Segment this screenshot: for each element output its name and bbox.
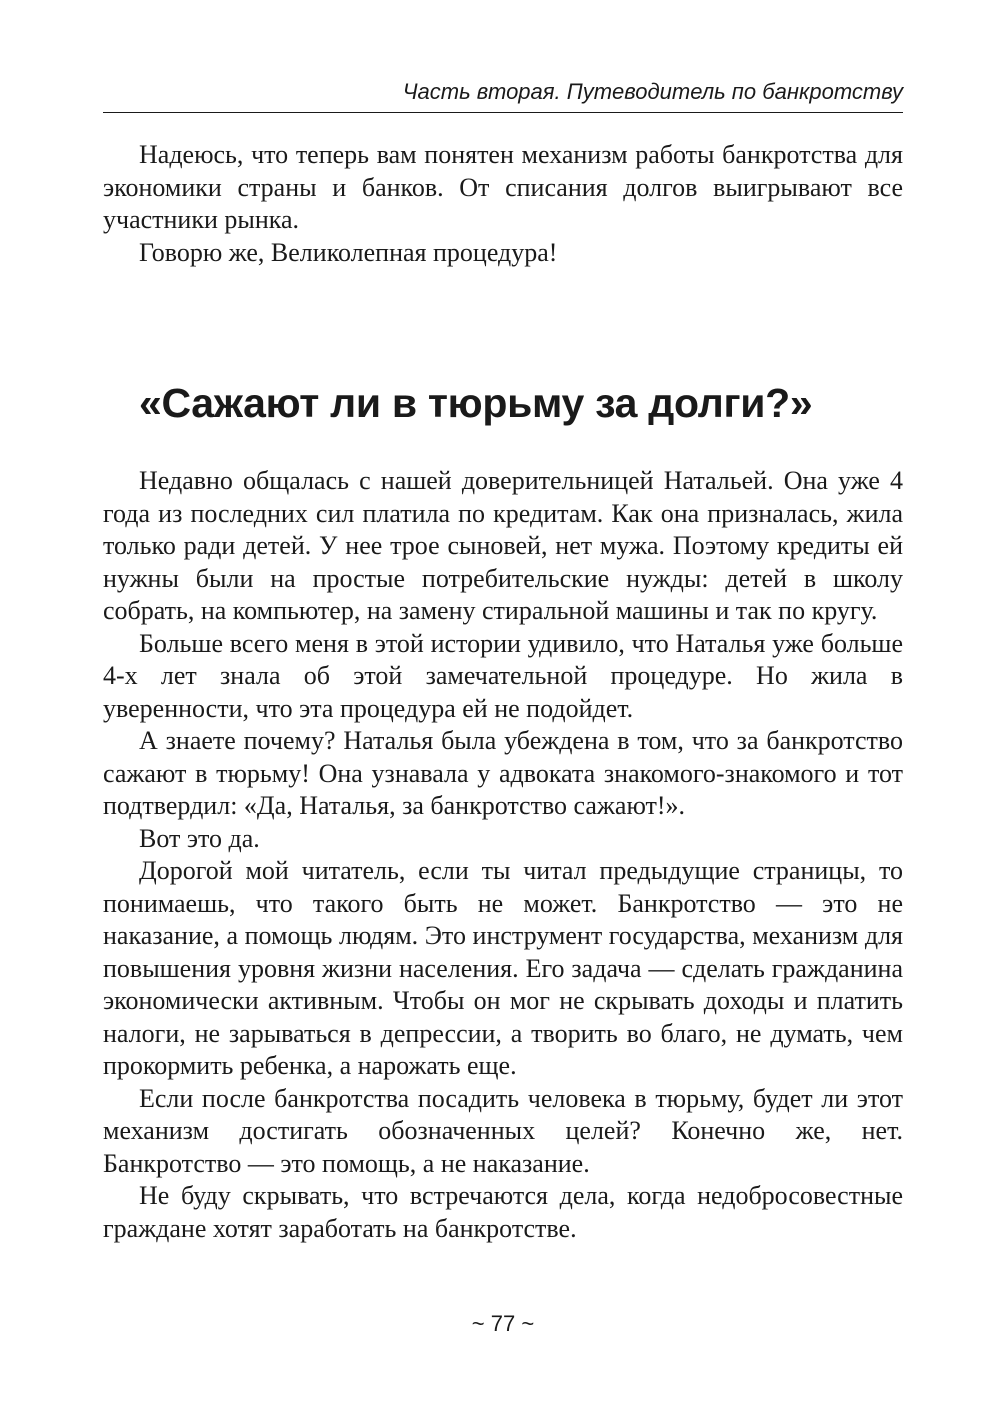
paragraph: Не буду скрывать, что встречаются дела, когда недобросовестные граждане хотят заработать на банкротстве. [103, 1181, 903, 1243]
section-body [103, 465, 903, 1245]
paragraph: Больше всего меня в этой истории удивило, что Наталья уже больше 4-х лет знала об этой замечательной процедуре. Но жила в уверенности, что эта процедура ей не подойдет. [103, 628, 903, 723]
paragraph: Недавно общалась с нашей доверительницей Натальей. Она уже 4 года из последних сил платила по кредитам. Как она призналась, жила только ради детей. У нее трое сыновей, нет мужа. Поэтому кредиты ей нужны были на простые потребительские нужды: детей в школу собрать, на компьютер, на замену стиральной машины и так по кругу. [103, 466, 903, 625]
paragraph: Вот это да. [139, 823, 260, 853]
paragraph: Надеюсь, что теперь вам понятен механизм работы банкротства для экономики страны и банков. От списания долгов выигрывают все участники рынка. [103, 140, 903, 234]
running-header: Часть вторая. Путеводитель по банкротству [103, 78, 903, 113]
paragraph: Дорогой мой читатель, если ты читал предыдущие страницы, то понимаешь, что такого быть не может. Банкротство — это не наказание, а помощь людям. Это инструмент государства, механизм для повышения уровня жизни населения. Его задача — сделать гражданина экономически активным. Чтобы он мог не скрывать доходы и платить налоги, не зарываться в депрессии, а творить во благо, не думать, чем прокормить ребенка, а нарожать еще. [103, 856, 903, 1080]
page-number: ~ 77 ~ [471, 1311, 535, 1336]
intro-text [103, 139, 903, 269]
paragraph: Говорю же, Великолепная процедура! [139, 237, 558, 267]
paragraph: А знаете почему? Наталья была убеждена в том, что за банкротство сажают в тюрьму! Она узнавала у адвоката знакомого-знакомого и тот подтвердил: «Да, Наталья, за банкротство сажают!». [103, 726, 903, 820]
section-heading: «Сажают ли в тюрьму за долги?» [139, 380, 813, 426]
paragraph: Если после банкротства посадить человека в тюрьму, будет ли этот механизм достигать обозначенных целей? Конечно же, нет. Банкротство — это помощь, а не наказание. [103, 1083, 903, 1178]
